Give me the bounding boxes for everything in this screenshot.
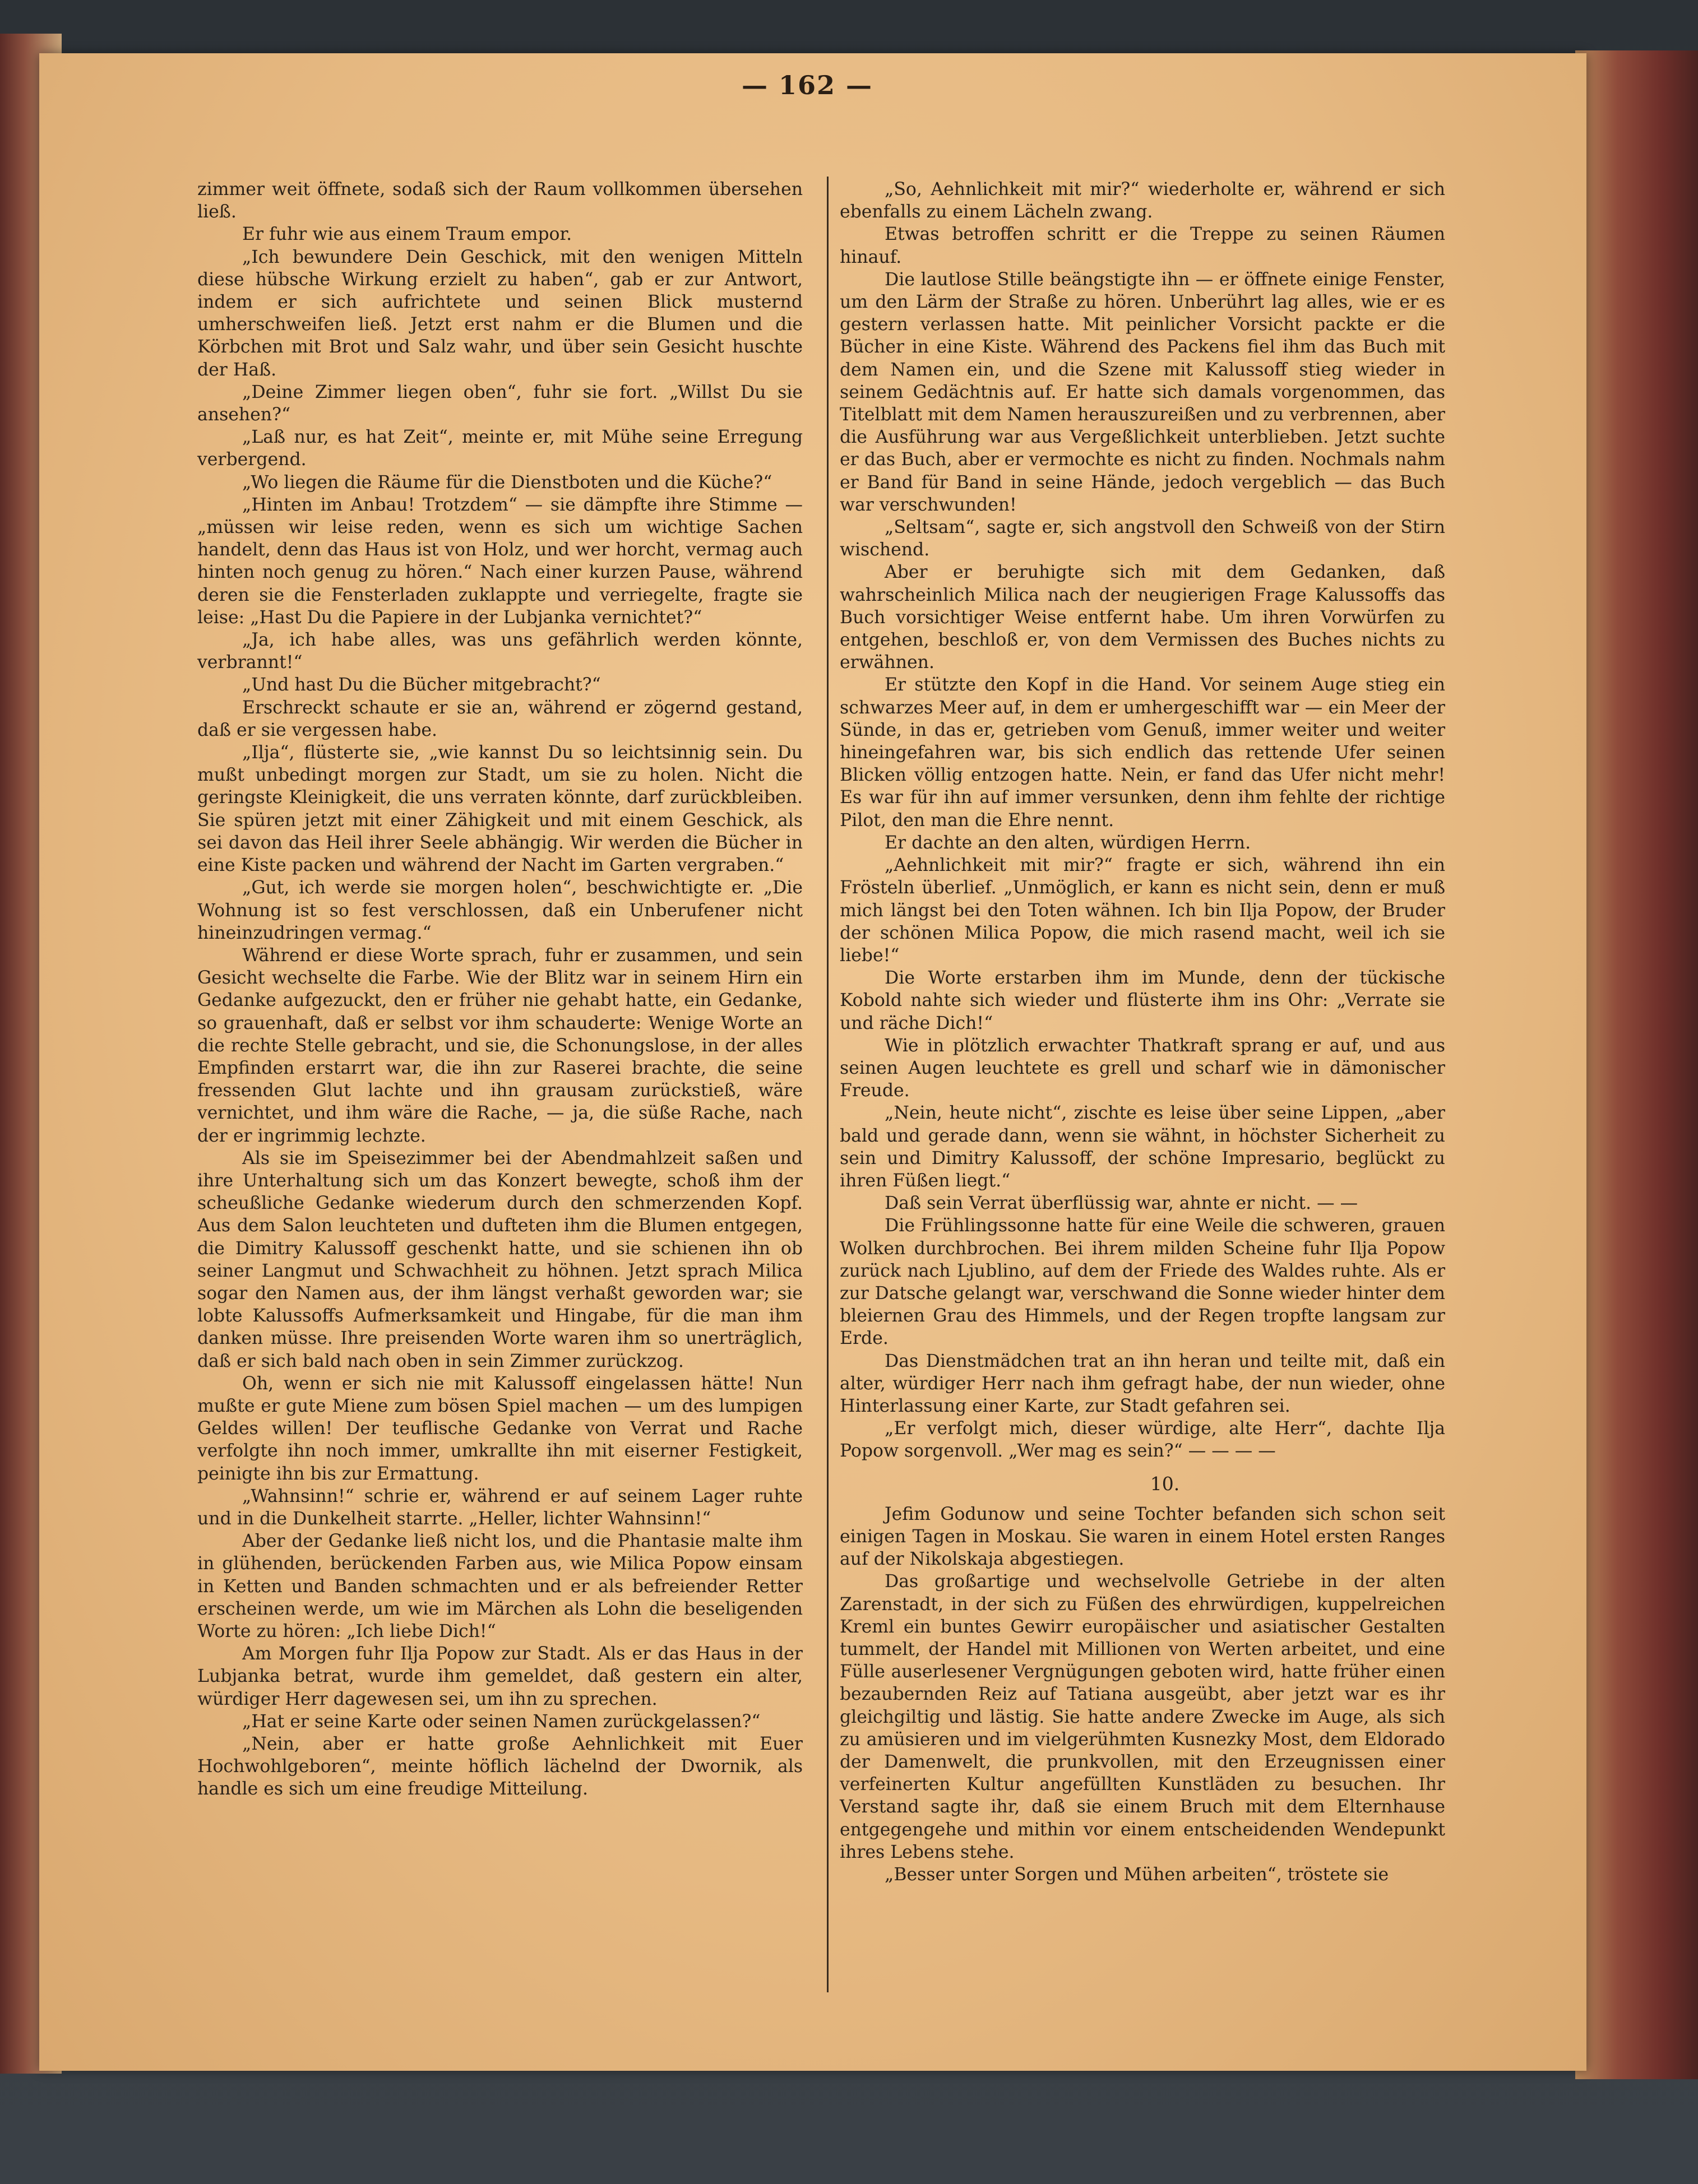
paragraph: Aber er beruhigte sich mit dem Gedanken, daß wahrscheinlich Milica nach der neugierigen Frage Kalussoffs das Buch vorsichtiger Weise entfernt habe. Um ihren Vorwürfen zu entgehen, beschloß er, von dem Vermissen des Buches nichts zu erwähnen. [840, 562, 1445, 673]
chapter-heading: 10. [1150, 1472, 1180, 1495]
paragraph: „Hat er seine Karte oder seinen Namen zurückgelassen?“ [242, 1711, 761, 1732]
paragraph: Er dachte an den alten, würdigen Herrn. [885, 832, 1251, 853]
paragraph: Die lautlose Stille beängstigte ihn — er öffnete einige Fenster, um den Lärm der Straße zu hören. Unberührt lag alles, wie er es gestern verlassen hatte. Mit peinlicher Vorsicht packte er die Bücher in eine Kiste. Während des Packens fiel ihm das Buch mit dem Namen ein, und die Szene mit Kalussoff stieg wieder in seinem Gedächtnis auf. Er hatte sich damals vorgenommen, das Titelblatt mit dem Namen herauszureißen und zu verbrennen, aber die Ausführung war aus Vergeßlichkeit unterblieben. Jetzt suchte er das Buch, aber er vermochte es nicht zu finden. Nochmals nahm er Band für Band in seine Hände, jedoch vergeblich — das Buch war verschwunden! [840, 269, 1445, 515]
paragraph: Jefim Godunow und seine Tochter befanden sich schon seit einigen Tagen in Moskau. Sie waren in einem Hotel ersten Ranges auf der Nikolskaja abgestiegen. [840, 1504, 1445, 1570]
paragraph: „So, Aehnlichkeit mit mir?“ wiederholte er, während er sich ebenfalls zu einem Lächeln zwang. [840, 179, 1445, 222]
paragraph: Erschreckt schaute er sie an, während er zögernd gestand, daß er sie vergessen habe. [197, 697, 803, 740]
paragraph: „Und hast Du die Bücher mitgebracht?“ [242, 675, 601, 695]
paragraph: „Nein, heute nicht“, zischte es leise über seine Lippen, „aber bald und gerade dann, wenn sie wähnt, in höchster Sicherheit zu sein und Dimitry Kalussoff, der schöne Impresario, beglückt zu ihren Füßen liegt.“ [840, 1103, 1445, 1191]
paragraph: Das großartige und wechselvolle Getriebe in der alten Zarenstadt, in der sich zu Füßen des ehrwürdigen, kuppelreichen Kreml ein buntes Gewirr europäischer und asiatischer Gestalten tummelt, der Handel mit Millionen von Werten arbeitet, und eine Fülle auserlesener Vergnügungen geboten wird, hatte früher einen bezaubernden Reiz auf Tatiana ausgeübt, aber jetzt war es ihr gleichgiltig und lästig. Sie hatte andere Zwecke im Auge, als sich zu amüsieren und im vielgerühmten Kusnezky Most, dem Eldorado der Damenwelt, die prunkvollen, mit den Erzeugnissen einer verfeinerten Kultur angefüllten Kunstläden zu besuchen. Ihr Verstand sagte ihr, daß sie einem Bruch mit dem Elternhause entgegengehe und mithin vor einem entscheidenden Wendepunkt ihres Lebens stehe. [840, 1571, 1445, 1862]
paragraph: „Hinten im Anbau! Trotzdem“ — sie dämpfte ihre Stimme — „müssen wir leise reden, wenn es sich um wichtige Sachen handelt, denn das Haus ist von Holz, und wer horcht, vermag auch hinten noch genug zu hören.“ Nach einer kurzen Pause, während deren sie die Fensterladen zuklappte und verriegelte, fragte sie leise: „Hast Du die Papiere in der Lubjanka vernichtet?“ [197, 494, 803, 628]
paragraph: „Aehnlichkeit mit mir?“ fragte er sich, während ihn ein Frösteln überlief. „Unmöglich, er kann es nicht sein, denn er muß mich längst bei den Toten wähnen. Ich bin Ilja Popow, der Bruder der schönen Milica Popow, die mich rasend macht, weil ich sie liebe!“ [840, 855, 1445, 966]
paragraph: Oh, wenn er sich nie mit Kalussoff eingelassen hätte! Nun mußte er gute Miene zum bösen Spiel machen — um des lumpigen Geldes willen! Der teuflische Gedanke von Verrat und Rache verfolgte ihn noch immer, umkrallte ihn mit eiserner Festigkeit, peinigte ihn bis zur Ermattung. [197, 1373, 803, 1484]
paragraph: Er fuhr wie aus einem Traum empor. [242, 224, 572, 245]
paragraph: Aber der Gedanke ließ nicht los, und die Phantasie malte ihm in glühenden, berückenden Farben aus, wie Milica Popow einsam in Ketten und Banden schmachten und er als befreiender Retter erscheinen werde, um wie im Märchen als Lohn die beseligenden Worte zu hören: „Ich liebe Dich!“ [197, 1531, 803, 1642]
paragraph: „Er verfolgt mich, dieser würdige, alte Herr“, dachte Ilja Popow sorgenvoll. „Wer mag es sein?“ — — — — [840, 1418, 1445, 1462]
book-edge-right [1575, 50, 1698, 2079]
paragraph: zimmer weit öffnete, sodaß sich der Raum vollkommen übersehen ließ. [197, 179, 803, 222]
paragraph: „Wahnsinn!“ schrie er, während er auf seinem Lager ruhte und in die Dunkelheit starrte. „Heller, lichter Wahnsinn!“ [197, 1486, 803, 1529]
paragraph: „Wo liegen die Räume für die Dienstboten und die Küche?“ [242, 472, 772, 493]
paragraph: Die Frühlingssonne hatte für eine Weile die schweren, grauen Wolken durchbrochen. Bei ihrem milden Scheine fuhr Ilja Popow zurück nach Ljublino, auf dem der Friede des Waldes ruhte. Als er zur Datsche gelangt war, verschwand die Sonne wieder hinter dem bleiernen Grau des Himmels, und der Regen tropfte langsam zur Erde. [840, 1216, 1445, 1349]
paragraph: Etwas betroffen schritt er die Treppe zu seinen Räumen hinauf. [840, 224, 1445, 267]
paragraph: „Besser unter Sorgen und Mühen arbeiten“, tröstete sie [885, 1865, 1389, 1885]
paragraph: Am Morgen fuhr Ilja Popow zur Stadt. Als er das Haus in der Lubjanka betrat, wurde ihm gemeldet, daß gestern ein alter, würdiger Herr dagewesen sei, um ihn zu sprechen. [197, 1644, 803, 1709]
paragraph: Wie in plötzlich erwachter Thatkraft sprang er auf, und aus seinen Augen leuchtete es grell und scharf wie in dämonischer Freude. [840, 1035, 1445, 1101]
paragraph: Das Dienstmädchen trat an ihn heran und teilte mit, daß ein alter, würdiger Herr nach ihm gefragt habe, der nun wieder, ohne Hinterlassung einer Karte, zur Stadt gefahren sei. [840, 1351, 1445, 1416]
paragraph: Daß sein Verrat überflüssig war, ahnte er nicht. — — [885, 1193, 1358, 1214]
paragraph: „Seltsam“, sagte er, sich angstvoll den Schweiß von der Stirn wischend. [840, 517, 1445, 560]
paragraph: „Gut, ich werde sie morgen holen“, beschwichtigte er. „Die Wohnung ist so fest verschlossen, daß ein Unberufener nicht hineinzudringen vermag.“ [197, 878, 803, 943]
paragraph: „Ja, ich habe alles, was uns gefährlich werden könnte, verbrannt!“ [197, 630, 803, 673]
column-divider [827, 177, 829, 1992]
paragraph: „Ich bewundere Dein Geschick, mit den wenigen Mitteln diese hübsche Wirkung erzielt zu haben“, gab er zur Antwort, indem er sich aufrichtete und seinen Blick musternd umherschweifen ließ. Jetzt erst nahm er die Blumen und die Körbchen mit Brot und Salz wahr, und über sein Gesicht huschte der Haß. [197, 247, 803, 380]
paragraph: Er stützte den Kopf in die Hand. Vor seinem Auge stieg ein schwarzes Meer auf, in dem er umhergeschifft war — ein Meer der Sünde, in das er, getrieben vom Genuß, immer weiter und weiter hineingefahren war, bis sich endlich das rettende Ufer seinen Blicken völlig entzogen hatte. Nein, er fand das Ufer nicht mehr! Es war für ihn auf immer versunken, denn ihm fehlte der richtige Pilot, den man die Ehre nennt. [840, 675, 1445, 831]
page-number: — 162 — [741, 70, 873, 100]
paragraph: „Ilja“, flüsterte sie, „wie kannst Du so leichtsinnig sein. Du mußt unbedingt morgen zur Stadt, um sie zu holen. Nicht die geringste Kleinigkeit, die uns verraten könnte, darf zurückbleiben. Sie spüren jetzt mit einer Zähigkeit und mit einem Geschick, als sei davon das Heil ihrer Seele abhängig. Wir werden die Bücher in eine Kiste packen und während der Nacht im Garten vergraben.“ [197, 743, 803, 876]
paragraph: Als sie im Speisezimmer bei der Abendmahlzeit saßen und ihre Unterhaltung sich um das Konzert bewegte, schoß ihm der scheußliche Gedanke wiederum durch den schmerzenden Kopf. Aus dem Salon leuchteten und dufteten ihm die Blumen entgegen, die Dimitry Kalussoff geschenkt hatte, und sie schienen ihn ob seiner Langmut und Schwachheit zu höhnen. Jetzt sprach Milica sogar den Namen aus, der ihm längst verhaßt geworden war; sie lobte Kalussoffs Aufmerksamkeit und Hingabe, für die man ihm danken müsse. Ihre preisenden Worte waren ihm so unerträglich, daß er sich bald nach oben in sein Zimmer zurückzog. [197, 1148, 803, 1371]
left-text-column [197, 178, 803, 1801]
right-text-column [840, 178, 1445, 1886]
paragraph: Die Worte erstarben ihm im Munde, denn der tückische Kobold nahte sich wieder und flüsterte ihm ins Ohr: „Verrate sie und räche Dich!“ [840, 968, 1445, 1033]
paragraph: „Nein, aber er hatte große Aehnlichkeit mit Euer Hochwohlgeboren“, meinte höflich lächelnd der Dwornik, als handle es sich um eine freudige Mitteilung. [197, 1734, 803, 1800]
paragraph: „Deine Zimmer liegen oben“, fuhr sie fort. „Willst Du sie ansehen?“ [197, 382, 803, 425]
paragraph: „Laß nur, es hat Zeit“, meinte er, mit Mühe seine Erregung verbergend. [197, 427, 803, 470]
paragraph: Während er diese Worte sprach, fuhr er zusammen, und sein Gesicht wechselte die Farbe. Wie der Blitz war in seinem Hirn ein Gedanke aufgezuckt, den er früher nie gehabt hatte, ein Gedanke, so grauenhaft, daß er selbst vor ihm schauderte: Wenige Worte an die rechte Stelle gebracht, und sie, die Schonungslose, in der alles Empfinden erstarrt war, die ihn zur Raserei brachte, die seine fressenden Glut lachte und ihn grausam zurückstieß, wäre vernichtet, und ihm wäre die Rache, — ja, die süße Rache, nach der er ingrimmig lechzte. [197, 945, 803, 1146]
